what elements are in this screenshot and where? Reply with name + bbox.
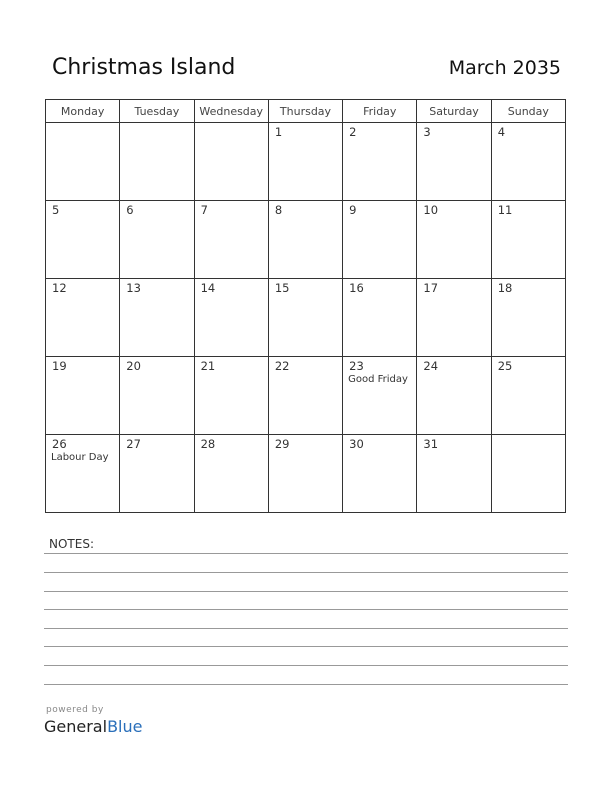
day-number: 18 [497,281,513,295]
day-cell [491,357,565,435]
day-number [492,435,565,437]
weekday-header: Thursday [268,100,342,123]
weekday-header: Sunday [491,100,565,123]
weekday-header: Tuesday [120,100,194,123]
day-cell [268,201,342,279]
day-number: 31 [423,437,439,451]
note-line [44,628,568,629]
day-number: 16 [349,281,364,295]
day-cell [46,201,120,279]
day-number: 9 [349,203,357,217]
day-number: 10 [423,203,439,217]
day-number [46,123,119,125]
day-cell [46,123,120,201]
day-cell [268,357,342,435]
day-number: 27 [126,437,141,451]
day-cell [343,201,417,279]
day-cell [268,279,342,357]
day-cell [120,279,194,357]
calendar-month: March 2035 [448,57,561,79]
day-number: 19 [52,359,67,373]
day-number: 6 [126,203,134,217]
day-number: 1 [274,125,283,139]
note-line [44,684,568,685]
note-line [44,609,568,610]
day-cell [120,357,194,435]
day-number: 24 [423,359,439,373]
day-number: 13 [126,281,141,295]
week-row [46,435,566,513]
day-number: 8 [274,203,283,217]
day-cell [268,123,342,201]
day-number: 11 [497,203,513,217]
weekday-header: Saturday [417,100,491,123]
day-cell [194,201,268,279]
day-cell [268,435,342,513]
day-number [120,123,193,125]
day-cell [417,435,491,513]
day-number: 7 [200,203,208,217]
note-line [44,553,568,554]
day-cell [194,435,268,513]
day-number: 29 [274,437,290,451]
weekday-header: Monday [46,100,120,123]
generalblue-logo [44,717,142,736]
day-cell [343,123,417,201]
day-cell [491,123,565,201]
day-cell [194,357,268,435]
day-number: 26 [52,437,67,451]
day-cell [491,435,565,513]
day-cell [194,279,268,357]
day-cell [491,201,565,279]
day-number: 30 [349,437,364,451]
week-row [46,123,566,201]
day-cell [491,279,565,357]
day-number: 4 [497,125,506,139]
day-number: 28 [200,437,216,451]
day-number: 14 [200,281,216,295]
day-number: 23 [349,359,364,373]
day-cell [194,123,268,201]
week-row [46,201,566,279]
holiday-label: Labour Day [51,452,109,463]
day-cell [417,279,491,357]
weekday-header: Wednesday [194,100,268,123]
day-cell [120,123,194,201]
logo-blue: Blue [107,717,143,736]
weekday-header: Friday [343,100,417,123]
holiday-label: Good Friday [348,374,408,385]
note-line [44,572,568,573]
note-line [44,646,568,647]
notes-label: NOTES: [49,537,94,551]
day-number: 21 [200,359,216,373]
day-number: 15 [274,281,290,295]
week-row [46,357,566,435]
day-cell [343,435,417,513]
day-cell [46,357,120,435]
day-cell [46,435,120,513]
day-cell [417,123,491,201]
note-line [44,665,568,666]
day-cell [417,201,491,279]
day-cell [46,279,120,357]
day-number: 5 [52,203,60,217]
day-cell [120,201,194,279]
note-line [44,591,568,592]
day-cell [343,279,417,357]
day-number: 12 [52,281,67,295]
day-cell [120,435,194,513]
day-number: 3 [423,125,431,139]
day-number: 17 [423,281,439,295]
powered-by-text: powered by [46,705,104,715]
calendar-title: Christmas Island [52,55,236,80]
day-number: 25 [497,359,513,373]
day-cell [343,357,417,435]
day-number [195,123,268,125]
calendar-grid [45,99,566,513]
day-number: 22 [274,359,290,373]
day-cell [417,357,491,435]
logo-general: General [44,717,108,736]
weekday-header-row [46,100,566,123]
week-row [46,279,566,357]
day-number: 2 [349,125,357,139]
day-number: 20 [126,359,141,373]
